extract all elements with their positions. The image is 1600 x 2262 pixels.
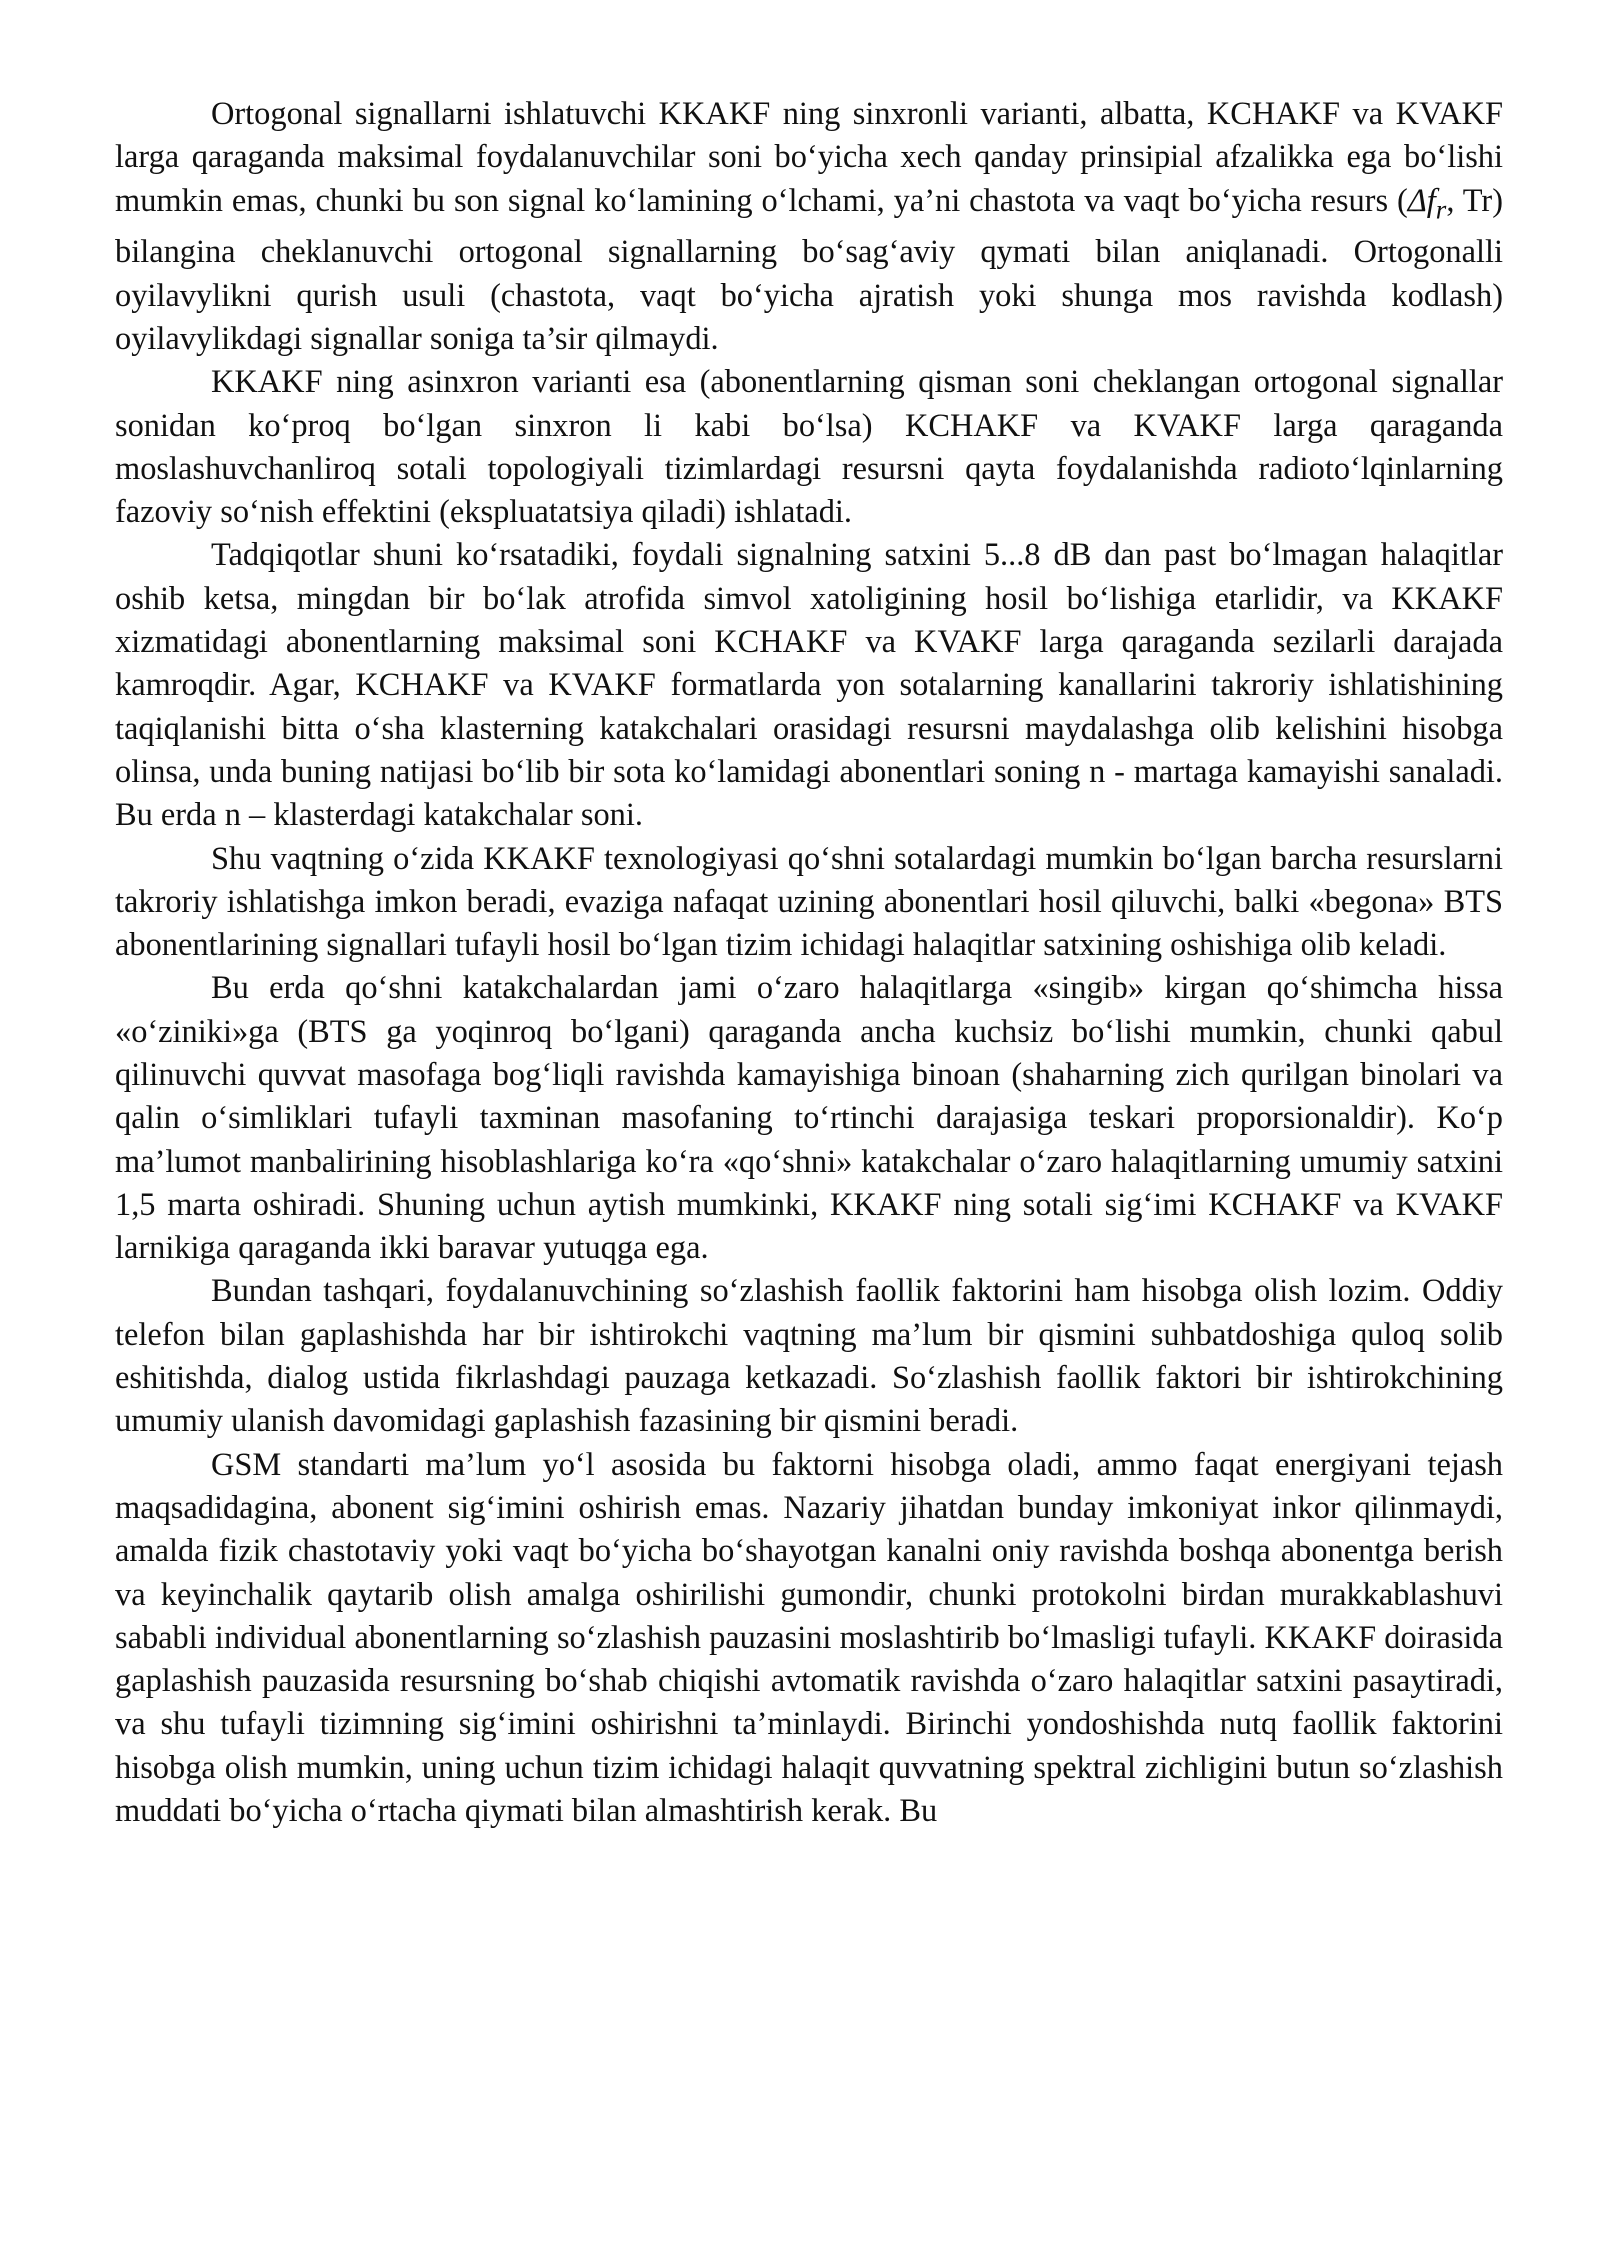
paragraph-6: Bundan tashqari, foydalanuvchining so‘zlashish faollik faktorini ham hisobga olish lozim. Oddiy telefon bilan gaplashishda har bir ishtirokchi vaqtning ma’lum bir qismini suhbatdoshiga quloq solib eshitishda, dialog ustida fikrlashdagi pauzaga ketkazadi. So‘zlashish faollik faktori bir ishtirokchining umumiy ulanish davomidagi gaplashish fazasining bir qismini beradi.: [115, 1273, 1503, 1440]
paragraph-7: GSM standarti ma’lum yo‘l asosida bu faktorni hisobga oladi, ammo faqat energiyani tejash maqsadidagina, abonent sig‘imini oshirish emas. Nazariy jihatdan bunday imkoniyat inkor qilinmaydi, amalda fizik chastotaviy yoki vaqt bo‘yicha bo‘shayotgan kanalni oniy ravishda boshqa abonentga berish va keyinchalik qaytarib olish amalga oshirilishi gumondir, chunki protokolni birdan murakkablashuvi sababli individual abonentlarning so‘zlashish pauzasini moslashtirib bo‘lmasligi tufayli. KKAKF doirasida gaplashish pauzasida resursning bo‘shab chiqishi avtomatik ravishda o‘zaro halaqitlar satxini pasaytiradi, va shu tufayli tizimning sig‘imini oshirishni ta’minlaydi. Birinchi yondoshishda nutq faollik faktorini hisobga olish mumkin, uning uchun tizim ichidagi halaqit quvvatning spektral zichligini butun so‘zlashish muddati bo‘yicha o‘rtacha qiymati bilan almashtirish kerak. Bu: [115, 1446, 1503, 1830]
paragraph-4: Shu vaqtning o‘zida KKAKF texnologiyasi qo‘shni sotalardagi mumkin bo‘lgan barcha resurslarni takroriy ishlatishga imkon beradi, evaziga nafaqat uzining abonentlari hosil qiluvchi, balki «begona» BTS abonentlarining signallari tufayli hosil bo‘lgan tizim ichidagi halaqitlar satxining oshishiga olib keladi.: [115, 840, 1503, 964]
delta-f-subscript: r: [1435, 194, 1447, 225]
paragraph-1-text-a: Ortogonal signallarni ishlatuvchi KKAKF ning sinxronli varianti, albatta, KCHAKF va KVAKF larga qaraganda maksimal foydalanuvchilar soni bo‘yicha xech qanday prinsipial afzalikka ega bo‘lishi mumkin emas, chunki bu son signal ko‘lamining o‘lchami, ya’ni chastota va vaqt bo‘yicha resurs (: [115, 96, 1503, 219]
paragraph-3: Tadqiqotlar shuni ko‘rsatadiki, foydali signalning satxini 5...8 dB dan past bo‘lmagan halaqitlar oshib ketsa, mingdan bir bo‘lak atrofida simvol xatoligining hosil bo‘lishiga etarlidir, va KKAKF xizmatidagi abonentlarning maksimal soni KCHAKF va KVAKF larga qaraganda sezilarli darajada kamroqdir. Agar, KCHAKF va KVAKF formatlarda yon sotalarning kanallarini takroriy ishlatishining taqiqlanishi bitta o‘sha klasterning katakchalari orasidagi resursni maydalashga olib kelishini hisobga olinsa, unda buning natijasi bo‘lib bir sota ko‘lamidagi abonentlari soning n - martaga kamayishi sanaladi. Bu erda n – klasterdagi katakchalar soni.: [115, 537, 1503, 834]
document-page: [115, 93, 1503, 1833]
paragraph-2: KKAKF ning asinxron varianti esa (abonentlarning qisman soni cheklangan ortogonal signallar sonidan ko‘proq bo‘lgan sinxron li kabi bo‘lsa) KCHAKF va KVAKF larga qaraganda moslashuvchanliroq sotali topologiyali tizimlardagi resursni qayta foydalanishda radioto‘lqinlarning fazoviy so‘nish effektini (ekspluatatsiya qiladi) ishlatadi.: [115, 364, 1503, 531]
paragraph-1: [115, 93, 1503, 361]
paragraph-5: Bu erda qo‘shni katakchalardan jami o‘zaro halaqitlarga «singib» kirgan qo‘shimcha hissa «o‘ziniki»ga (BTS ga yoqinroq bo‘lgani) qaraganda ancha kuchsiz bo‘lishi mumkin, chunki qabul qilinuvchi quvvat masofaga bog‘liqli ravishda kamayishiga binoan (shaharning zich qurilgan binolari va qalin o‘simliklari tufayli taxminan masofaning to‘rtinchi darajasiga teskari proporsionaldir). Ko‘p ma’lumot manbalirining hisoblashlariga ko‘ra «qo‘shni» katakchalar o‘zaro halaqitlarning umumiy satxini 1,5 marta oshiradi. Shuning uchun aytish mumkinki, KKAKF ning sotali sig‘imi KCHAKF va KVAKF larnikiga qaraganda ikki baravar yutuqga ega.: [115, 970, 1503, 1267]
delta-f-symbol: Δf: [1407, 182, 1436, 219]
paragraph-1-text-b: , Tr) bilangina cheklanuvchi ortogonal signallarning bo‘sag‘aviy qymati bilan aniqlanadi. Ortogonalli oyilavylikni qurish usuli (chastota, vaqt bo‘yicha ajratish yoki shunga mos ravishda kodlash) oyilavylikdagi signallar soniga ta’sir qilmaydi.: [115, 182, 1503, 357]
